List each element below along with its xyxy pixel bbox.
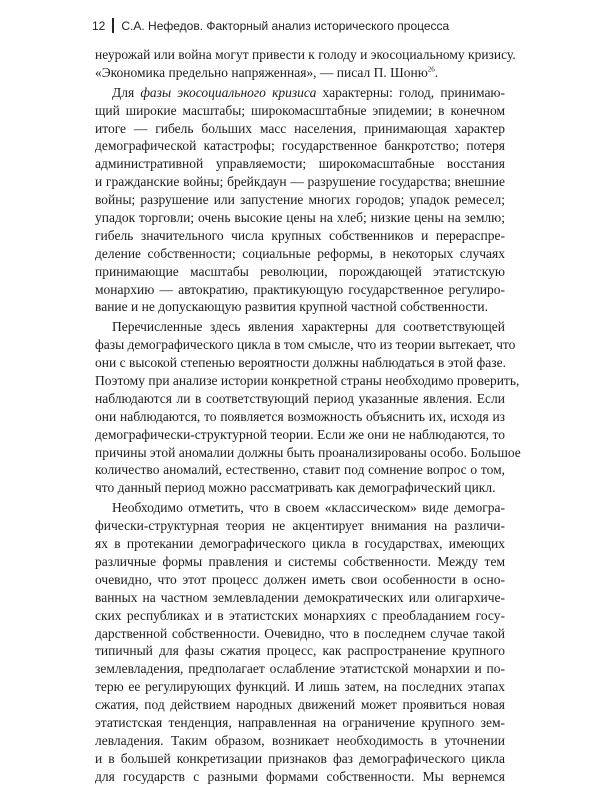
text-line: терю ее регулирующих функций. И лишь затем, на последних этапах [95, 679, 505, 695]
text-line: административной управляемости; широкомасштабные восстания [95, 156, 505, 172]
text-line: количество аномалий, естественно, ставит под сомнение вопрос о том, [95, 462, 505, 478]
text-line: итоге — гибель больших масс населения, принимающая характер [95, 120, 505, 136]
text-line: гибель значительного числа крупных собственников и перераспре- [95, 227, 505, 243]
text-line: причины этой аномалии должны быть проанализированы особо. Большое [95, 444, 521, 460]
running-title: С.А. Нефедов. Факторный анализ исторического процесса [121, 18, 450, 33]
text-line: ских республиках и в этатистских монархиях с преобладанием госу- [95, 607, 505, 623]
page-number: 12 [92, 18, 106, 33]
text-line: землевладения, предполагает ослабление этатистской монархии и по- [95, 661, 505, 677]
paragraph [95, 46, 516, 82]
text-line: для государств с разными формами собственности. Мы вернемся [95, 768, 505, 784]
text-line: сжатия, под действием народных движений может проявиться новая [95, 697, 505, 713]
text-line: принимающие масштабы революции, порождающей этатистскую [95, 263, 505, 279]
text-line: различные формы правления и системы собственности. Между тем [95, 553, 505, 569]
footnote-ref: 26 [427, 65, 435, 74]
text-line: монархию — автократию, практикующую государственное регулиро- [95, 281, 505, 297]
text-line: демографически-структурной теории. Если же они не наблюдаются, то [95, 426, 505, 442]
text-line: Необходимо отметить, что в своем «классическом» виде демогра- [112, 500, 505, 516]
text-line: неурожай или война могут привести к голоду и экосоциальному кризису. [95, 47, 516, 62]
text-line: щий широкие масштабы; широкомасштабные эпидемии; в конечном [95, 102, 505, 118]
paragraph [95, 318, 521, 497]
text-line: и в большей конкретизации признаков фаз демографического цикла [95, 750, 505, 766]
text-line: наблюдаются ли в соответствующий период указанные явления. Если [95, 390, 505, 406]
text-line: фазы демографического цикла в том смысле, что из теории вытекает, что [95, 337, 516, 353]
text-line: войны; разрушение или запустение многих городов; упадок ремесел; [95, 192, 505, 208]
text-line: ванных на частном землевладении демократических или олигархиче- [95, 589, 505, 605]
text-line: «Экономика предельно напряженная», — писал П. Шоню$^{26}$. [95, 64, 439, 80]
header-divider [112, 18, 114, 33]
text-line: фически-структурная теория не акцентирует внимания на различи- [95, 518, 505, 534]
running-header [92, 18, 449, 33]
text-line: этатистская тенденция, направленная на ограничение крупного зем- [95, 714, 505, 730]
text-line: типичный для фазы сжатия процесс, как распространение крупного [95, 643, 505, 659]
text-line: и гражданские войны; брейкдаун — разрушение государства; внешние [95, 174, 505, 190]
paragraph [95, 499, 505, 785]
text-line: что данный период можно рассматривать как демографический цикл. [95, 480, 496, 496]
text-line: очевидно, что этот процесс должен иметь свои особенности в осно- [95, 571, 505, 587]
emphasis: фазы экосоциального кризиса [140, 84, 317, 100]
text-line: упадок торговли; очень высокие цены на хлеб; низкие цены на землю; [95, 210, 505, 226]
text-line: дарственной собственности. Очевидно, что в последнем случае такой [95, 625, 505, 641]
text-line: они наблюдаются, то появляется возможность объяснить их, исходя из [95, 408, 505, 424]
text-line: демографической катастрофы; государственное банкротство; потеря [95, 138, 505, 154]
text-line: они с высокой степенью вероятности должны наблюдаться в этой фазе. [95, 355, 506, 371]
text-line: Перечисленные здесь явления характерны для соответствующей [112, 319, 505, 335]
paragraph [95, 84, 505, 317]
text-line: Поэтому при анализе истории конкретной страны необходимо проверить, [95, 373, 520, 389]
text-line: Для фазы экосоциального кризиса характерны: голод, принимаю- [112, 84, 506, 100]
text-line: ях в протекании демографического цикла в государствах, имеющих [95, 536, 505, 552]
body-text [95, 46, 521, 786]
text-line: вание и не допускающую развития крупной частной собственности. [95, 299, 488, 315]
text-line: левладения. Таким образом, возникает необходимость в уточнении [95, 732, 505, 748]
text-line: деление собственности; социальные реформы, в некоторых случаях [95, 245, 505, 261]
